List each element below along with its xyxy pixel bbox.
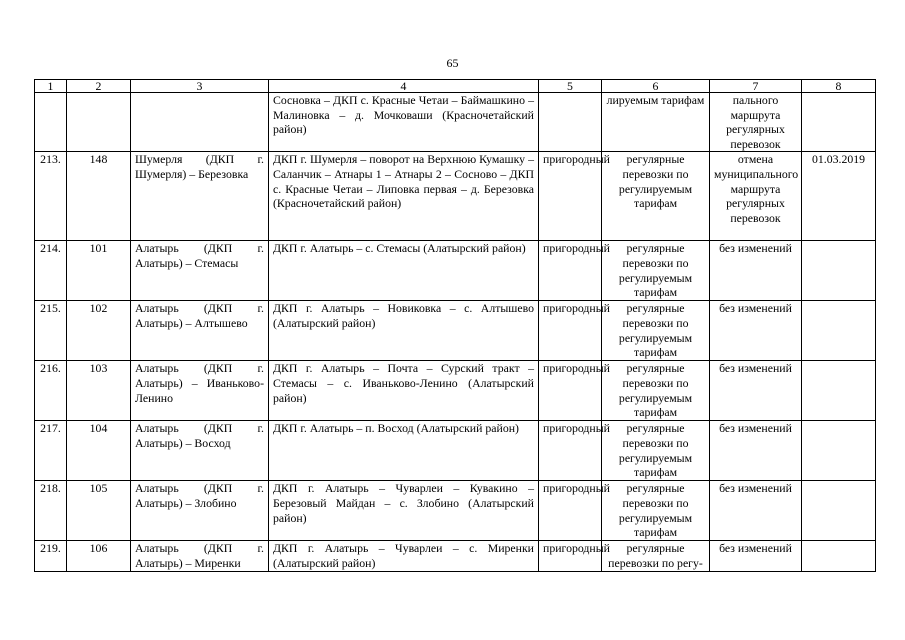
column-number: 2: [67, 80, 131, 93]
row-number: 216.: [35, 361, 67, 421]
route-path: Сосновка – ДКП с. Красные Четаи – Баймашкино – Малиновка – д. Мочковаши (Красночетайский район): [269, 93, 539, 152]
route-name: Алатырь (ДКП г. Алатырь) – Иваньково-Ленино: [131, 361, 269, 421]
column-number: 6: [602, 80, 710, 93]
route-path: ДКП г. Алатырь – с. Стемасы (Алатырский район): [269, 241, 539, 301]
transport-kind: регулярные перевозки по регулируемым тарифам: [602, 361, 710, 421]
row-number: 213.: [35, 152, 67, 241]
route-change: без изменений: [710, 361, 802, 421]
route-name: [131, 93, 269, 152]
route-code: 148: [67, 152, 131, 241]
column-number: 7: [710, 80, 802, 93]
table-row: [35, 421, 876, 481]
route-change: отмена муниципального маршрута регулярных перевозок: [710, 152, 802, 241]
row-number: 215.: [35, 301, 67, 361]
transport-kind: регулярные перевозки по регулируемым тарифам: [602, 301, 710, 361]
change-date: 01.03.2019: [802, 152, 876, 241]
change-date: [802, 541, 876, 571]
route-code: 101: [67, 241, 131, 301]
route-type: пригородный: [539, 421, 602, 481]
route-name: Алатырь (ДКП г. Алатырь) – Злобино: [131, 481, 269, 541]
column-numbers-row: [35, 80, 876, 93]
column-number: 1: [35, 80, 67, 93]
route-type: пригородный: [539, 541, 602, 571]
route-change: без изменений: [710, 241, 802, 301]
table-row: [35, 301, 876, 361]
route-path: ДКП г. Алатырь – Почта – Сурский тракт – Стемасы – с. Иваньково-Ленино (Алатырский район): [269, 361, 539, 421]
table-row: [35, 361, 876, 421]
route-change: без изменений: [710, 421, 802, 481]
column-number: 5: [539, 80, 602, 93]
row-number: 217.: [35, 421, 67, 481]
table-row: [35, 541, 876, 571]
route-path: ДКП г. Алатырь – Чуварлеи – с. Миренки (Алатырский район): [269, 541, 539, 571]
column-number: 4: [269, 80, 539, 93]
route-type: пригородный: [539, 301, 602, 361]
table-row: [35, 241, 876, 301]
route-path: ДКП г. Алатырь – п. Восход (Алатырский район): [269, 421, 539, 481]
row-number: 219.: [35, 541, 67, 571]
row-number: 214.: [35, 241, 67, 301]
route-code: 104: [67, 421, 131, 481]
route-path: ДКП г. Алатырь – Чуварлеи – Кувакино – Березовый Майдан – с. Злобино (Алатырский район): [269, 481, 539, 541]
table-row: [35, 152, 876, 241]
transport-kind: регулярные перевозки по регулируемым тарифам: [602, 152, 710, 241]
route-code: 105: [67, 481, 131, 541]
route-path: ДКП г. Шумерля – поворот на Верхнюю Кумашку – Саланчик – Атнары 1 – Атнары 2 – Сосново – ДКП с. Красные Четаи – Липовка первая – д. Березовка (Красночетайский район): [269, 152, 539, 241]
route-change: без изменений: [710, 541, 802, 571]
table-row: [35, 481, 876, 541]
route-name: Шумерля (ДКП г. Шумерля) – Березовка: [131, 152, 269, 241]
route-type: пригородный: [539, 361, 602, 421]
route-name: Алатырь (ДКП г. Алатырь) – Миренки: [131, 541, 269, 571]
page-number: 65: [446, 56, 459, 70]
route-type: пригородный: [539, 152, 602, 241]
route-code: 106: [67, 541, 131, 571]
route-type: пригородный: [539, 481, 602, 541]
row-number: [35, 93, 67, 152]
route-path: ДКП г. Алатырь – Новиковка – с. Алтышево (Алатырский район): [269, 301, 539, 361]
route-name: Алатырь (ДКП г. Алатырь) – Восход: [131, 421, 269, 481]
route-type: пригородный: [539, 241, 602, 301]
route-type: [539, 93, 602, 152]
change-date: [802, 481, 876, 541]
route-code: [67, 93, 131, 152]
transport-kind: регулярные перевозки по регулируемым тарифам: [602, 481, 710, 541]
change-date: [802, 93, 876, 152]
row-number: 218.: [35, 481, 67, 541]
change-date: [802, 421, 876, 481]
route-name: Алатырь (ДКП г. Алатырь) – Алтышево: [131, 301, 269, 361]
transport-kind: лируемым тарифам: [602, 93, 710, 152]
routes-table: [34, 79, 876, 572]
column-number: 8: [802, 80, 876, 93]
route-change: пального маршрута регулярных перевозок: [710, 93, 802, 152]
route-code: 103: [67, 361, 131, 421]
change-date: [802, 361, 876, 421]
transport-kind: регулярные перевозки по регу-: [602, 541, 710, 571]
column-number: 3: [131, 80, 269, 93]
change-date: [802, 241, 876, 301]
change-date: [802, 301, 876, 361]
route-change: без изменений: [710, 301, 802, 361]
route-code: 102: [67, 301, 131, 361]
route-name: Алатырь (ДКП г. Алатырь) – Стемасы: [131, 241, 269, 301]
route-change: без изменений: [710, 481, 802, 541]
transport-kind: регулярные перевозки по регулируемым тарифам: [602, 241, 710, 301]
table-row: [35, 93, 876, 152]
transport-kind: регулярные перевозки по регулируемым тарифам: [602, 421, 710, 481]
